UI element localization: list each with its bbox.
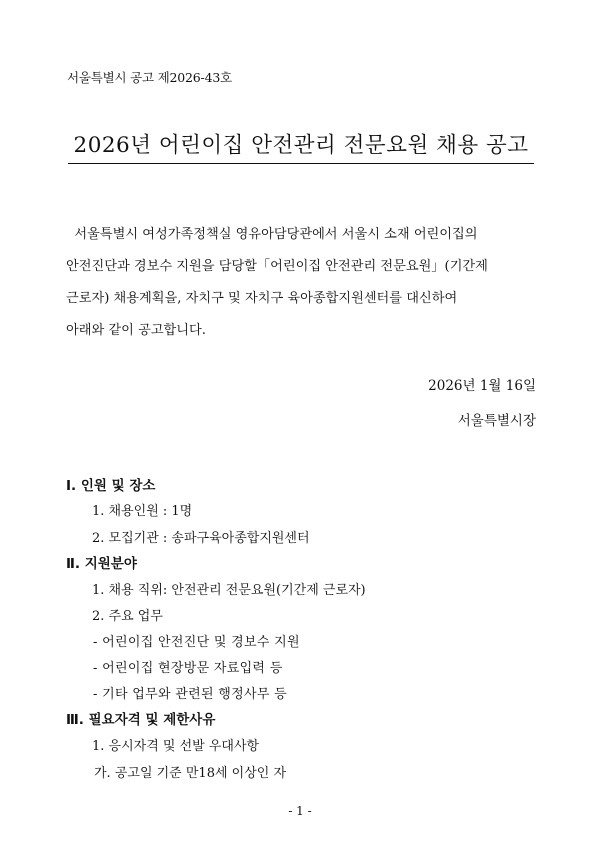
notice-number: 서울특별시 공고 제2026-43호 [67, 70, 232, 85]
sub-item: 가. 공고일 기준 만18세 이상인 자 [94, 766, 287, 781]
intro-line: 아래와 같이 공고합니다. [66, 323, 206, 338]
intro-paragraph [66, 219, 537, 347]
intro-line: 근로자) 채용계획을, 자치구 및 자치구 육아종합지원센터를 대신하여 [66, 291, 458, 306]
duty-item: - 어린이집 안전진단 및 경보수 지원 [93, 635, 300, 650]
list-item: 1. 채용인원 : 1명 [92, 504, 193, 519]
document-title: 2026년 어린이집 안전관리 전문요원 채용 공고 [73, 133, 529, 158]
page-number: - 1 - [288, 804, 312, 818]
duty-item: - 어린이집 현장방문 자료입력 등 [93, 661, 283, 676]
intro-line: 서울특별시 여성가족정책실 영유아담당관에서 서울시 소재 어린이집의 [66, 227, 478, 242]
list-item: 2. 주요 업무 [92, 609, 163, 624]
section-heading-3: Ⅲ. 필요자격 및 제한사유 [66, 712, 216, 728]
list-item: 2. 모집기관 : 송파구육아종합지원센터 [92, 531, 310, 546]
announcement-date: 2026년 1월 16일 [428, 378, 536, 394]
issuer-name: 서울특별시장 [457, 413, 536, 429]
section-heading-1: Ⅰ. 인원 및 장소 [66, 478, 156, 494]
title-block [68, 128, 534, 164]
section-heading-2: Ⅱ. 지원분야 [66, 556, 137, 572]
list-item: 1. 응시자격 및 선발 우대사항 [92, 739, 260, 754]
duty-item: - 기타 업무와 관련된 행정사무 등 [93, 687, 288, 702]
intro-line: 안전진단과 경보수 지원을 담당할「어린이집 안전관리 전문요원」(기간제 [66, 259, 488, 274]
list-item: 1. 채용 직위: 안전관리 전문요원(기간제 근로자) [92, 583, 366, 598]
